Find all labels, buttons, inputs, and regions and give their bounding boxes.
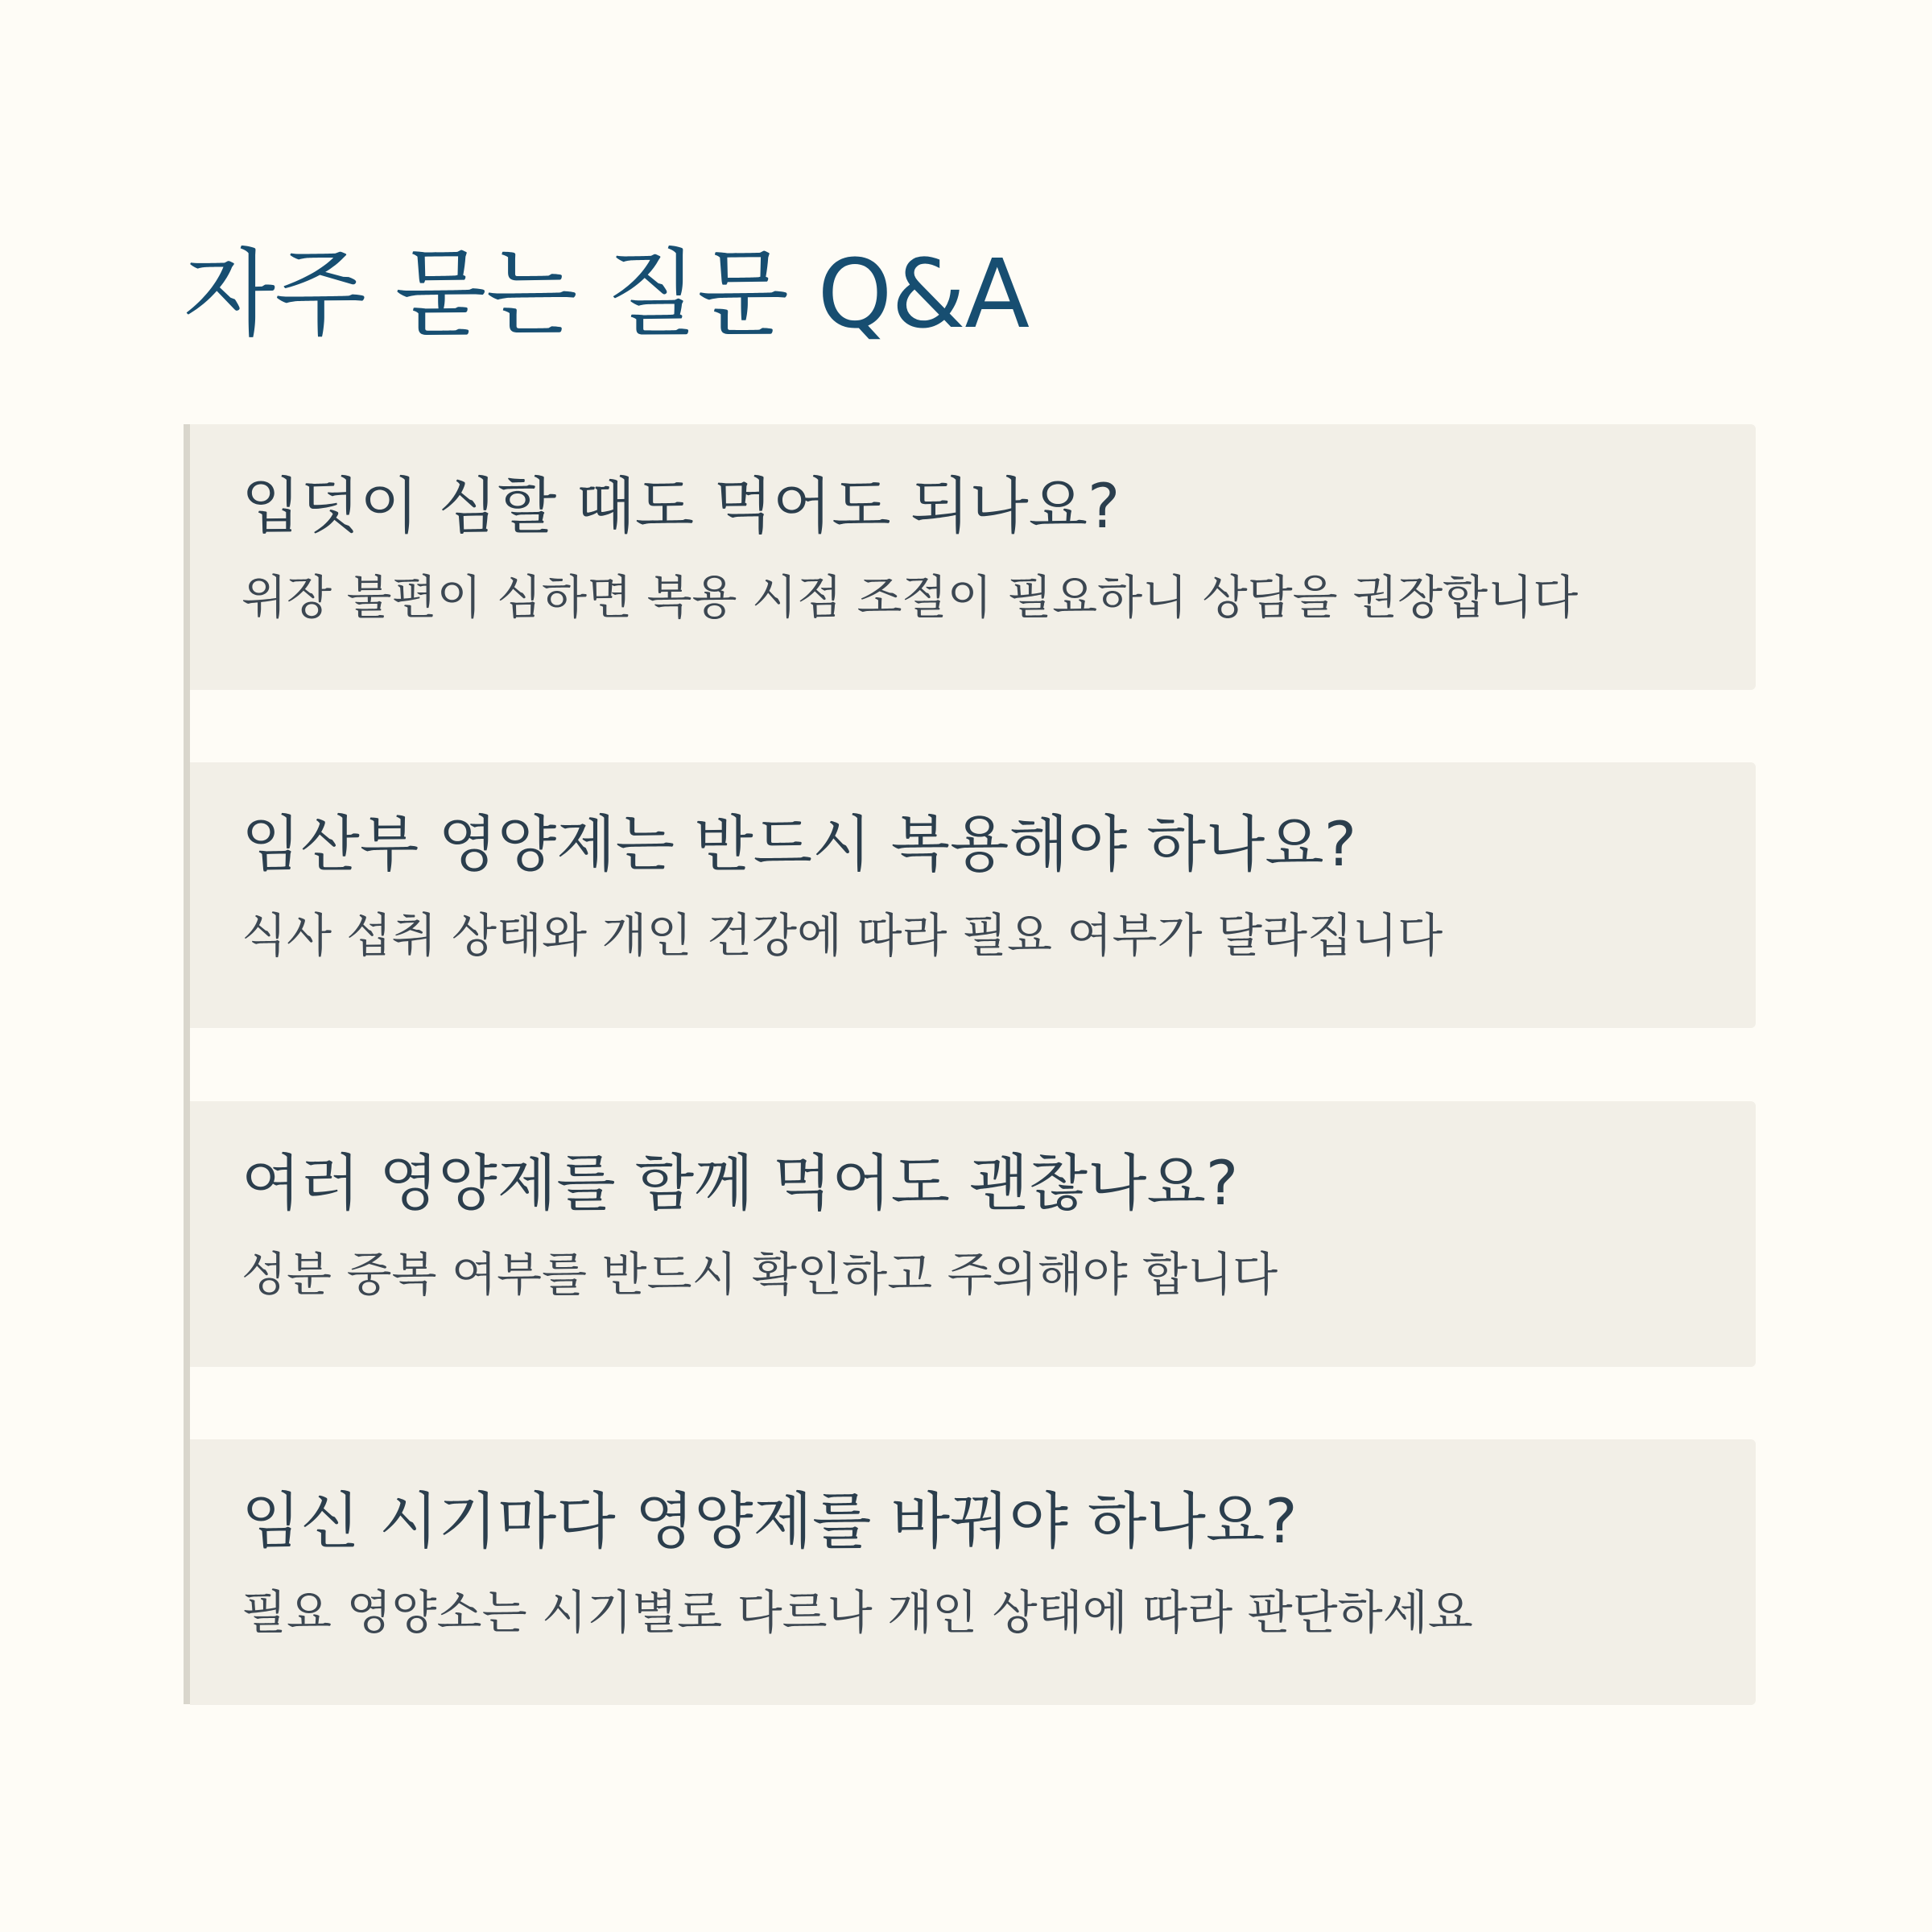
faq-item[interactable] — [190, 762, 1756, 1028]
faq-list — [184, 424, 1756, 1704]
faq-item[interactable] — [190, 1101, 1756, 1367]
page-title: 자주 묻는 질문 Q&A — [184, 238, 1030, 349]
faq-answer: 식사 섭취 상태와 개인 건강에 따라 필요 여부가 달라집니다 — [242, 908, 1443, 963]
faq-answer: 성분 중복 여부를 반드시 확인하고 주의해야 합니다 — [242, 1247, 1278, 1302]
faq-question: 입덧이 심할 때도 먹어도 되나요? — [242, 470, 1121, 542]
faq-question: 여러 영양제를 함께 먹어도 괜찮나요? — [242, 1147, 1239, 1219]
faq-answer: 필요 영양소는 시기별로 다르나 개인 상태에 따라 판단하세요 — [242, 1585, 1473, 1640]
faq-question: 임신 시기마다 영양제를 바꿔야 하나요? — [242, 1485, 1298, 1557]
faq-item[interactable] — [190, 424, 1756, 690]
faq-answer: 위장 불편이 심하면 복용 시점 조절이 필요하니 상담을 권장합니다 — [242, 570, 1579, 625]
faq-question: 임산부 영양제는 반드시 복용해야 하나요? — [242, 808, 1357, 880]
faq-rail — [184, 424, 190, 1704]
faq-item[interactable] — [190, 1439, 1756, 1705]
